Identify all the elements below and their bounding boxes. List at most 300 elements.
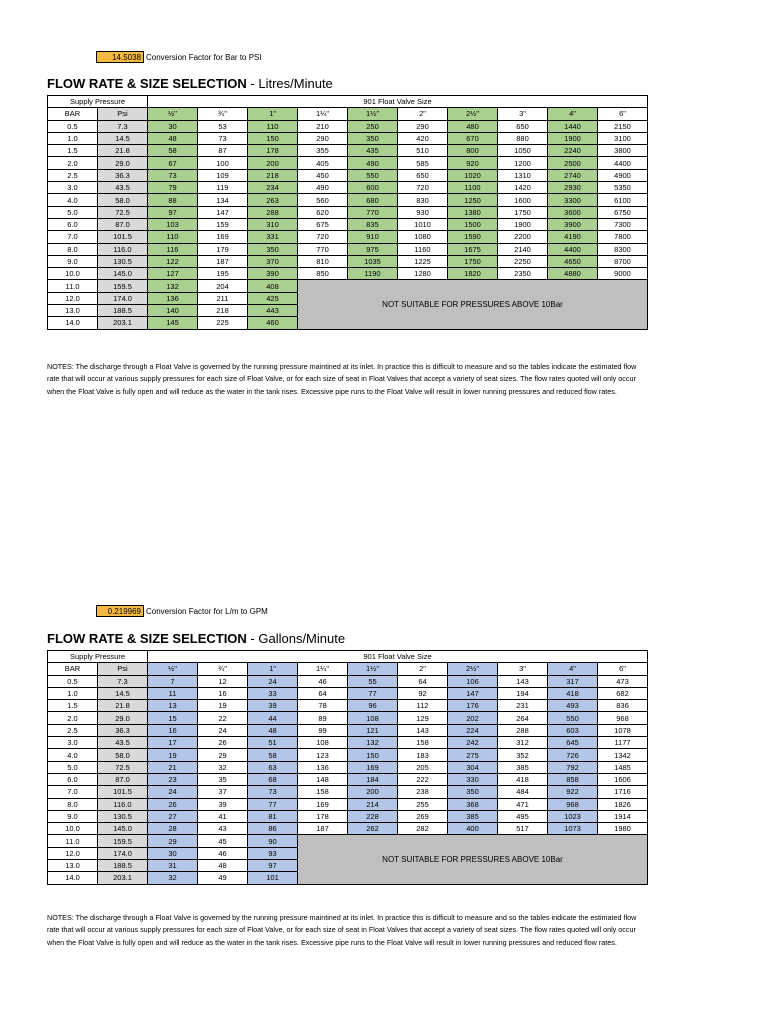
psi-cell: 36.3 [98, 169, 148, 181]
flow-cell: 90 [248, 835, 298, 847]
flow-cell: 45 [198, 835, 248, 847]
bar-cell: 8.0 [48, 243, 98, 255]
table-row [48, 194, 648, 206]
flow-cell: 169 [298, 798, 348, 810]
table-row [48, 712, 648, 724]
flow-cell: 304 [448, 761, 498, 773]
table-row [48, 255, 648, 267]
table-row [48, 132, 648, 144]
bar-cell: 5.0 [48, 206, 98, 218]
flow-cell: 218 [198, 305, 248, 317]
flow-cell: 97 [148, 206, 198, 218]
flow-cell: 1750 [498, 206, 548, 218]
flow-cell: 24 [248, 675, 298, 687]
flow-cell: 224 [448, 724, 498, 736]
flow-cell: 64 [398, 675, 448, 687]
table-row [48, 810, 648, 822]
flow-cell: 405 [298, 157, 348, 169]
flow-cell: 350 [448, 786, 498, 798]
table-row [48, 700, 648, 712]
bar-cell: 1.5 [48, 700, 98, 712]
flow-cell: 370 [248, 255, 298, 267]
psi-cell: 159.5 [98, 280, 148, 292]
flow-cell: 400 [448, 823, 498, 835]
flow-cell: 58 [248, 749, 298, 761]
size-header: 6" [598, 108, 648, 120]
flow-cell: 585 [398, 157, 448, 169]
flow-cell: 29 [198, 749, 248, 761]
psi-cell: 14.5 [98, 687, 148, 699]
valve-size-header: 901 Float Valve Size [148, 651, 648, 663]
flow-cell: 600 [348, 182, 398, 194]
flow-cell: 119 [198, 182, 248, 194]
valve-size-header: 901 Float Valve Size [148, 96, 648, 108]
flow-cell: 5350 [598, 182, 648, 194]
flow-cell: 880 [498, 132, 548, 144]
flow-cell: 238 [398, 786, 448, 798]
table-row [48, 687, 648, 699]
flow-cell: 975 [348, 243, 398, 255]
bar-cell: 6.0 [48, 218, 98, 230]
size-header: ½" [148, 108, 198, 120]
table-row [48, 737, 648, 749]
not-suitable-note: NOT SUITABLE FOR PRESSURES ABOVE 10Bar [298, 835, 648, 884]
table-row [48, 761, 648, 773]
flow-cell: 214 [348, 798, 398, 810]
flow-cell: 210 [298, 120, 348, 132]
flow-cell: 116 [148, 243, 198, 255]
flow-cell: 310 [248, 218, 298, 230]
table-row [48, 206, 648, 218]
bar-cell: 8.0 [48, 798, 98, 810]
psi-cell: 58.0 [98, 194, 148, 206]
flow-cell: 158 [398, 737, 448, 749]
bar-cell: 10.0 [48, 268, 98, 280]
flow-cell: 109 [198, 169, 248, 181]
psi-header: Psi [98, 663, 148, 675]
flow-cell: 231 [498, 700, 548, 712]
flow-cell: 93 [248, 847, 298, 859]
bar-cell: 13.0 [48, 860, 98, 872]
flow-cell: 21 [148, 761, 198, 773]
psi-cell: 7.3 [98, 675, 148, 687]
flow-cell: 443 [248, 305, 298, 317]
flow-cell: 100 [198, 157, 248, 169]
flow-cell: 26 [148, 798, 198, 810]
notes-litres: NOTES: The discharge through a Float Valve is governed by the running pressure maintined at its inlet. In practice this is difficult to measure and so the tables indicate the estimated flow rate that will occur at various supply pressures for each size of Float Valve, or for each size of seat in Float Valves that accept a variety of seat sizes. The flow rates quoted will only occur when the Float Valve is fully open and will reduce as the water in the tank rises. Excessive pipe runs to the Float Valve will result in lower running pressures and reduced flow rates. [47, 362, 637, 396]
psi-cell: 14.5 [98, 132, 148, 144]
table-row [48, 798, 648, 810]
flow-cell: 136 [298, 761, 348, 773]
psi-cell: 43.5 [98, 737, 148, 749]
flow-cell: 63 [248, 761, 298, 773]
flow-cell: 49 [198, 872, 248, 884]
flow-cell: 78 [298, 700, 348, 712]
flow-cell: 312 [498, 737, 548, 749]
flow-cell: 858 [548, 773, 598, 785]
flow-cell: 4400 [598, 157, 648, 169]
bar-cell: 11.0 [48, 280, 98, 292]
header-row [48, 663, 648, 675]
flow-cell: 96 [348, 700, 398, 712]
flow-cell: 143 [398, 724, 448, 736]
flow-cell: 255 [398, 798, 448, 810]
flow-cell: 560 [298, 194, 348, 206]
supply-pressure-header: Supply Pressure [48, 96, 148, 108]
flow-cell: 169 [198, 231, 248, 243]
flow-cell: 158 [298, 786, 348, 798]
flow-cell: 3900 [548, 218, 598, 230]
flow-cell: 450 [298, 169, 348, 181]
flow-cell: 408 [248, 280, 298, 292]
flow-cell: 355 [298, 145, 348, 157]
flow-cell: 127 [148, 268, 198, 280]
section-title-unit: - Gallons/Minute [246, 631, 346, 646]
psi-cell: 36.3 [98, 724, 148, 736]
supply-pressure-header: Supply Pressure [48, 651, 148, 663]
bar-cell: 3.0 [48, 182, 98, 194]
psi-cell: 29.0 [98, 712, 148, 724]
flow-cell: 147 [198, 206, 248, 218]
size-header: 1" [248, 108, 298, 120]
flow-cell: 92 [398, 687, 448, 699]
flow-cell: 147 [448, 687, 498, 699]
flow-cell: 9000 [598, 268, 648, 280]
flow-cell: 1023 [548, 810, 598, 822]
bar-cell: 11.0 [48, 835, 98, 847]
size-header: 2" [398, 663, 448, 675]
table-row [48, 749, 648, 761]
flow-cell: 3300 [548, 194, 598, 206]
flow-cell: 178 [298, 810, 348, 822]
psi-cell: 145.0 [98, 823, 148, 835]
flow-cell: 460 [248, 317, 298, 329]
flow-cell: 29 [148, 835, 198, 847]
flow-cell: 176 [448, 700, 498, 712]
psi-cell: 72.5 [98, 761, 148, 773]
flow-cell: 331 [248, 231, 298, 243]
size-header: ¾" [198, 663, 248, 675]
flow-cell: 770 [298, 243, 348, 255]
bar-cell: 9.0 [48, 810, 98, 822]
section-title-main: FLOW RATE & SIZE SELECTION [47, 631, 247, 646]
table-row [48, 231, 648, 243]
flow-cell: 234 [248, 182, 298, 194]
flow-cell: 3100 [598, 132, 648, 144]
psi-cell: 87.0 [98, 773, 148, 785]
flow-cell: 143 [498, 675, 548, 687]
bar-cell: 1.5 [48, 145, 98, 157]
flow-cell: 850 [298, 268, 348, 280]
flow-cell: 352 [498, 749, 548, 761]
flow-cell: 51 [248, 737, 298, 749]
table-row [48, 268, 648, 280]
flow-cell: 184 [348, 773, 398, 785]
flow-cell: 3600 [548, 206, 598, 218]
flow-cell: 6750 [598, 206, 648, 218]
flow-cell: 150 [248, 132, 298, 144]
flow-cell: 89 [298, 712, 348, 724]
flow-cell: 43 [198, 823, 248, 835]
size-header: 2½" [448, 663, 498, 675]
flow-cell: 35 [198, 773, 248, 785]
table-row [48, 157, 648, 169]
flow-cell: 202 [448, 712, 498, 724]
flow-cell: 2150 [598, 120, 648, 132]
flow-cell: 22 [198, 712, 248, 724]
size-header: 1½" [348, 663, 398, 675]
flow-cell: 195 [198, 268, 248, 280]
flow-cell: 650 [498, 120, 548, 132]
flow-cell: 183 [398, 749, 448, 761]
flow-cell: 930 [398, 206, 448, 218]
flow-cell: 7800 [598, 231, 648, 243]
flow-cell: 1010 [398, 218, 448, 230]
flow-cell: 108 [298, 737, 348, 749]
flow-cell: 1177 [598, 737, 648, 749]
flow-cell: 30 [148, 847, 198, 859]
flow-cell: 13 [148, 700, 198, 712]
flow-cell: 200 [348, 786, 398, 798]
flow-cell: 835 [348, 218, 398, 230]
flow-cell: 550 [548, 712, 598, 724]
flow-cell: 480 [448, 120, 498, 132]
flow-cell: 1500 [448, 218, 498, 230]
flow-cell: 108 [348, 712, 398, 724]
bar-cell: 4.0 [48, 749, 98, 761]
size-header: 1¼" [298, 108, 348, 120]
psi-cell: 130.5 [98, 810, 148, 822]
flow-cell: 228 [348, 810, 398, 822]
bar-cell: 12.0 [48, 847, 98, 859]
flow-cell: 37 [198, 786, 248, 798]
flow-cell: 473 [598, 675, 648, 687]
size-header: ¾" [198, 108, 248, 120]
size-header: 1" [248, 663, 298, 675]
flow-cell: 385 [498, 761, 548, 773]
flow-cell: 73 [198, 132, 248, 144]
flow-cell: 720 [298, 231, 348, 243]
size-header: 3" [498, 663, 548, 675]
flow-cell: 39 [198, 798, 248, 810]
flow-cell: 368 [448, 798, 498, 810]
flow-cell: 2200 [498, 231, 548, 243]
bar-cell: 2.5 [48, 169, 98, 181]
flow-cell: 222 [398, 773, 448, 785]
flow-cell: 24 [148, 786, 198, 798]
flow-cell: 129 [398, 712, 448, 724]
table-row [48, 218, 648, 230]
bar-cell: 4.0 [48, 194, 98, 206]
flow-cell: 620 [298, 206, 348, 218]
flow-cell: 288 [498, 724, 548, 736]
bar-cell: 6.0 [48, 773, 98, 785]
psi-cell: 145.0 [98, 268, 148, 280]
flow-cell: 1826 [598, 798, 648, 810]
flow-cell: 1750 [448, 255, 498, 267]
bar-cell: 9.0 [48, 255, 98, 267]
flow-cell: 645 [548, 737, 598, 749]
flow-cell: 517 [498, 823, 548, 835]
flow-cell: 1280 [398, 268, 448, 280]
section-title-gallons [47, 631, 345, 646]
bar-cell: 14.0 [48, 872, 98, 884]
size-header: 6" [598, 663, 648, 675]
bar-cell: 7.0 [48, 786, 98, 798]
conversion-factor-label: Conversion Factor for L/m to GPM [146, 606, 268, 616]
flow-cell: 263 [248, 194, 298, 206]
flow-cell: 1050 [498, 145, 548, 157]
flow-cell: 471 [498, 798, 548, 810]
psi-cell: 58.0 [98, 749, 148, 761]
flow-cell: 31 [148, 860, 198, 872]
flow-cell: 1590 [448, 231, 498, 243]
flow-cell: 922 [548, 786, 598, 798]
flow-cell: 2500 [548, 157, 598, 169]
flow-cell: 4400 [548, 243, 598, 255]
flow-cell: 269 [398, 810, 448, 822]
flow-cell: 200 [248, 157, 298, 169]
flow-cell: 435 [348, 145, 398, 157]
flow-cell: 262 [348, 823, 398, 835]
flow-cell: 7300 [598, 218, 648, 230]
flow-cell: 53 [198, 120, 248, 132]
flow-cell: 1420 [498, 182, 548, 194]
flow-cell: 675 [298, 218, 348, 230]
flow-cell: 178 [248, 145, 298, 157]
psi-cell: 159.5 [98, 835, 148, 847]
flow-cell: 16 [198, 687, 248, 699]
bar-cell: 12.0 [48, 292, 98, 304]
flow-cell: 250 [348, 120, 398, 132]
flow-cell: 2740 [548, 169, 598, 181]
flow-cell: 136 [148, 292, 198, 304]
flow-cell: 4900 [598, 169, 648, 181]
flow-cell: 2930 [548, 182, 598, 194]
flow-cell: 242 [448, 737, 498, 749]
flow-cell: 64 [298, 687, 348, 699]
psi-cell: 21.8 [98, 700, 148, 712]
flow-cell: 205 [398, 761, 448, 773]
flow-cell: 418 [498, 773, 548, 785]
section-title-litres [47, 76, 333, 91]
psi-cell: 43.5 [98, 182, 148, 194]
flow-cell: 187 [198, 255, 248, 267]
bar-cell: 1.0 [48, 687, 98, 699]
flow-cell: 48 [248, 724, 298, 736]
flow-cell: 1440 [548, 120, 598, 132]
bar-header: BAR [48, 663, 98, 675]
flow-cell: 179 [198, 243, 248, 255]
flow-cell: 968 [548, 798, 598, 810]
bar-cell: 3.0 [48, 737, 98, 749]
table-row [48, 675, 648, 687]
flow-cell: 68 [248, 773, 298, 785]
psi-cell: 130.5 [98, 255, 148, 267]
flow-cell: 390 [248, 268, 298, 280]
conversion-factor-value: 0.219969 [96, 605, 144, 617]
psi-cell: 101.5 [98, 786, 148, 798]
flow-cell: 920 [448, 157, 498, 169]
flow-cell: 290 [298, 132, 348, 144]
flow-cell: 3800 [598, 145, 648, 157]
flow-cell: 1820 [448, 268, 498, 280]
flow-cell: 1600 [498, 194, 548, 206]
flow-cell: 110 [248, 120, 298, 132]
flow-cell: 32 [148, 872, 198, 884]
flow-rate-table-gallons [47, 650, 648, 885]
size-header: ½" [148, 663, 198, 675]
flow-cell: 1675 [448, 243, 498, 255]
psi-cell: 174.0 [98, 292, 148, 304]
flow-cell: 1080 [398, 231, 448, 243]
flow-cell: 4650 [548, 255, 598, 267]
flow-cell: 121 [348, 724, 398, 736]
flow-cell: 425 [248, 292, 298, 304]
flow-cell: 81 [248, 810, 298, 822]
bar-cell: 13.0 [48, 305, 98, 317]
flow-cell: 97 [248, 860, 298, 872]
flow-cell: 101 [248, 872, 298, 884]
flow-cell: 145 [148, 317, 198, 329]
table-row [48, 786, 648, 798]
psi-cell: 174.0 [98, 847, 148, 859]
psi-cell: 101.5 [98, 231, 148, 243]
flow-cell: 1900 [548, 132, 598, 144]
flow-cell: 1716 [598, 786, 648, 798]
conversion-factor-label: Conversion Factor for Bar to PSI [146, 52, 262, 62]
flow-cell: 41 [198, 810, 248, 822]
flow-cell: 26 [198, 737, 248, 749]
flow-cell: 792 [548, 761, 598, 773]
flow-cell: 106 [448, 675, 498, 687]
flow-cell: 33 [248, 687, 298, 699]
flow-cell: 2350 [498, 268, 548, 280]
flow-cell: 7 [148, 675, 198, 687]
flow-cell: 1035 [348, 255, 398, 267]
bar-cell: 0.5 [48, 120, 98, 132]
flow-cell: 282 [398, 823, 448, 835]
flow-cell: 484 [498, 786, 548, 798]
flow-cell: 17 [148, 737, 198, 749]
table-row [48, 724, 648, 736]
bar-cell: 14.0 [48, 317, 98, 329]
flow-cell: 682 [598, 687, 648, 699]
flow-cell: 1606 [598, 773, 648, 785]
flow-cell: 1900 [498, 218, 548, 230]
header-row [48, 96, 648, 108]
flow-cell: 1073 [548, 823, 598, 835]
flow-cell: 495 [498, 810, 548, 822]
flow-cell: 1342 [598, 749, 648, 761]
flow-cell: 87 [198, 145, 248, 157]
flow-cell: 122 [148, 255, 198, 267]
flow-cell: 275 [448, 749, 498, 761]
flow-cell: 44 [248, 712, 298, 724]
psi-cell: 29.0 [98, 157, 148, 169]
bar-header: BAR [48, 108, 98, 120]
flow-cell: 264 [498, 712, 548, 724]
size-header: 2" [398, 108, 448, 120]
flow-cell: 1914 [598, 810, 648, 822]
flow-cell: 330 [448, 773, 498, 785]
header-row [48, 108, 648, 120]
flow-cell: 968 [598, 712, 648, 724]
flow-cell: 288 [248, 206, 298, 218]
flow-cell: 134 [198, 194, 248, 206]
flow-cell: 86 [248, 823, 298, 835]
flow-cell: 150 [348, 749, 398, 761]
